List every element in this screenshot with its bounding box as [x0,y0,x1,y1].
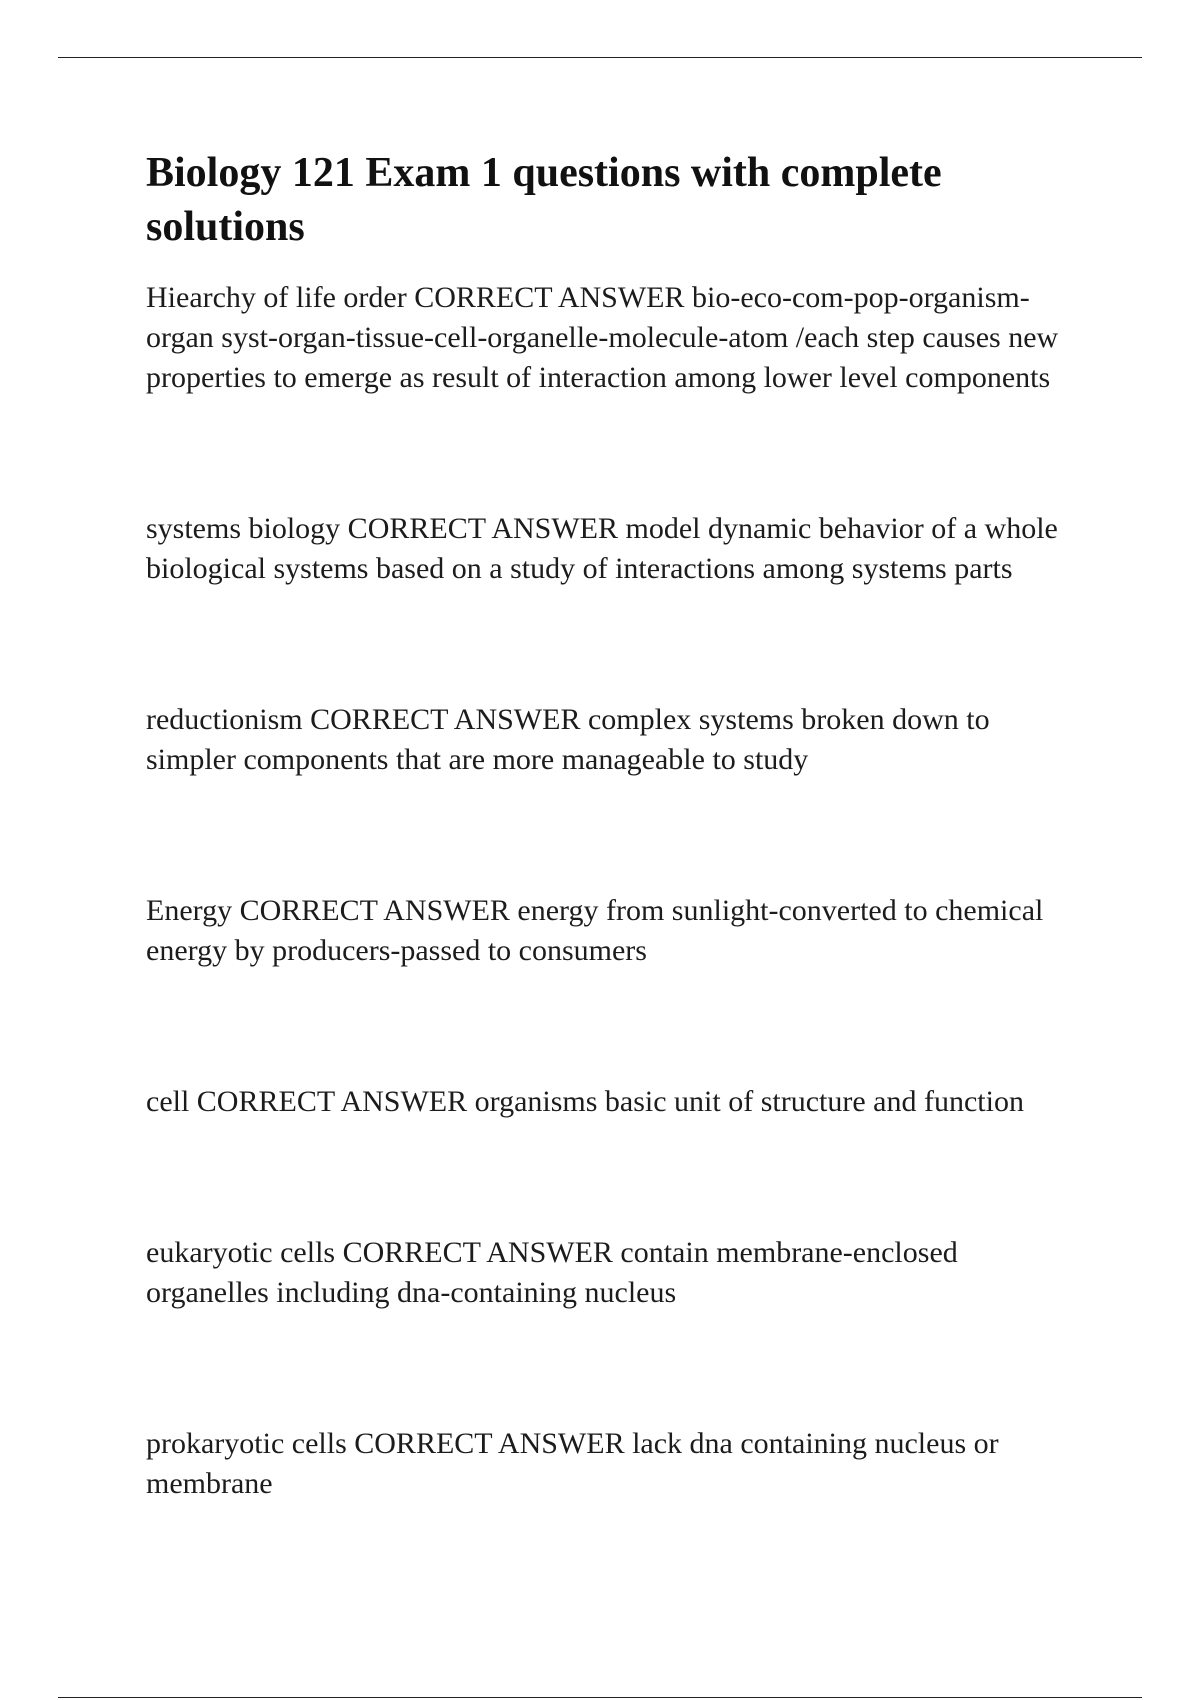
qa-entry-reductionism: reductionism CORRECT ANSWER complex systems broken down to simpler components that are more manageable to study [146,703,990,776]
qa-entry-prokaryotic-cells: prokaryotic cells CORRECT ANSWER lack dna containing nucleus or membrane [146,1427,999,1500]
top-rule [58,57,1142,58]
document-title: Biology 121 Exam 1 questions with complete solutions [146,150,942,250]
qa-entry-hierarchy-of-life: Hiearchy of life order CORRECT ANSWER bio-eco-com-pop-organism-organ syst-organ-tissue-cell-organelle-molecule-atom /each step causes new properties to emerge as result of interaction among lower level components [146,281,1059,394]
qa-entry-energy: Energy CORRECT ANSWER energy from sunlight-converted to chemical energy by producers-passed to consumers [146,894,1044,967]
bottom-rule [58,1697,1142,1698]
qa-entry-eukaryotic-cells: eukaryotic cells CORRECT ANSWER contain membrane-enclosed organelles including dna-containing nucleus [146,1236,958,1309]
qa-entry-cell: cell CORRECT ANSWER organisms basic unit of structure and function [146,1085,1024,1118]
document-body [146,146,1086,1504]
qa-entry-systems-biology: systems biology CORRECT ANSWER model dynamic behavior of a whole biological systems based on a study of interactions among systems parts [146,512,1058,585]
